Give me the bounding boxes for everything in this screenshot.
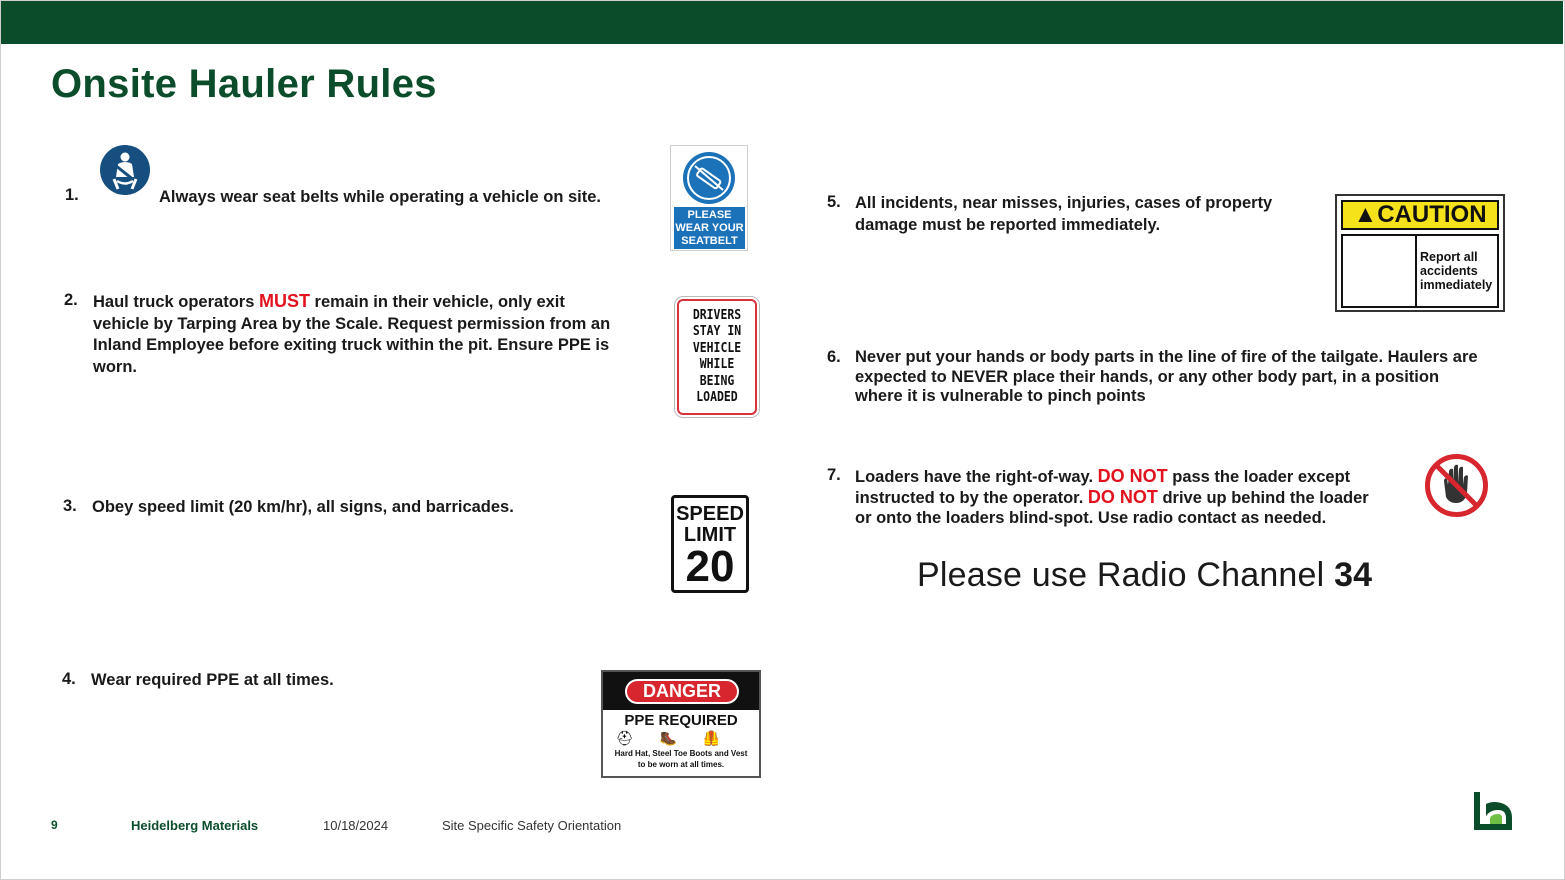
rule-7-do-not-1: DO NOT [1097, 466, 1168, 486]
rule-2-number: 2. [64, 291, 78, 309]
rule-7-do-not-2: DO NOT [1087, 487, 1158, 507]
rule-7-text [855, 466, 1369, 528]
rule-2-line-2: vehicle by Tarping Area by the Scale. Request permission from an [93, 314, 611, 333]
drivers-sign-line-3: VEHICLE [692, 339, 742, 356]
radio-text: Please use Radio Channel [917, 556, 1335, 594]
speed-sign-line-2: LIMIT [683, 524, 737, 546]
radio-channel-number: 34 [1334, 556, 1373, 594]
rule-3-number: 3. [63, 497, 77, 515]
speed-sign-line-1: SPEED [676, 503, 744, 525]
page-title: Onsite Hauler Rules [51, 62, 437, 106]
seatbelt-sign-line-1: PLEASE [687, 209, 732, 221]
speed-limit-sign [671, 495, 749, 593]
caution-line-3: immediately [1420, 278, 1493, 292]
danger-sign-sub: PPE REQUIRED [624, 712, 738, 729]
rule-3-text: Obey speed limit (20 km/hr), all signs, and barricades. [92, 498, 514, 516]
seatbelt-icon [100, 145, 150, 195]
danger-sign-head: DANGER [625, 679, 739, 704]
rule-6-text [855, 348, 1478, 407]
drivers-sign-line-4: WHILE [699, 356, 735, 373]
radio-channel-note [917, 556, 1372, 595]
rule-5-line-1: All incidents, near misses, injuries, cases of property [855, 194, 1273, 212]
rule-7-line-1b: pass the loader except [1167, 468, 1351, 486]
danger-sign-fine-2: to be worn at all times. [637, 760, 725, 769]
caution-sign-head: ▲CAUTION [1341, 200, 1499, 230]
no-hand-icon [1424, 453, 1489, 518]
rule-6-line-2: expected to NEVER place their hands, or any other body part, in a position [855, 367, 1440, 386]
caution-line-2: accidents [1420, 264, 1478, 278]
danger-ppe-sign [601, 670, 761, 778]
seatbelt-sign [670, 145, 748, 251]
rule-2-must: MUST [258, 291, 310, 311]
rule-4-text: Wear required PPE at all times. [91, 671, 334, 689]
danger-sign-fine-1: Hard Hat, Steel Toe Boots and Vest [614, 749, 748, 758]
seatbelt-sign-line-3: SEATBELT [681, 235, 738, 247]
rule-5-number: 5. [827, 193, 841, 211]
drivers-sign-line-5: BEING [699, 372, 735, 389]
rule-1-text: Always wear seat belts while operating a vehicle on site. [159, 188, 601, 206]
rule-5-text [855, 193, 1272, 236]
rule-5-line-2: damage must be reported immediately. [855, 215, 1161, 234]
drivers-sign-line-1: DRIVERS [692, 307, 742, 323]
rule-7-line-2a: instructed to by the operator. [855, 489, 1088, 507]
rule-6-line-1: Never put your hands or body parts in the line of fire of the tailgate. Haulers are [855, 348, 1478, 366]
speed-sign-value: 20 [685, 542, 735, 591]
header-bar [1, 1, 1563, 44]
page-number: 9 [51, 818, 58, 832]
drivers-sign-line-6: LOADED [696, 389, 738, 406]
footer-brand: Heidelberg Materials [131, 818, 259, 833]
rule-7-number: 7. [827, 466, 841, 484]
rule-7-line-1a: Loaders have the right-of-way. [855, 468, 1098, 486]
heidelberg-logo-icon [1472, 790, 1514, 832]
rule-2-line-4: worn. [93, 357, 137, 376]
rule-2-line-1b: remain in their vehicle, only exit [309, 293, 565, 311]
seatbelt-sign-icon [683, 152, 735, 204]
rule-7-line-3: or onto the loaders blind-spot. Use radio contact as needed. [855, 509, 1327, 527]
rule-2-text [93, 291, 610, 378]
rule-6-line-3: where it is vulnerable to pinch points [855, 387, 1146, 405]
seatbelt-sign-line-2: WEAR YOUR [675, 222, 744, 234]
caution-line-1: Report all [1420, 250, 1478, 264]
rule-2-line-3: Inland Employee before exiting truck within the pit. Ensure PPE is [93, 336, 610, 354]
footer-date: 10/18/2024 [323, 818, 389, 833]
drivers-stay-in-vehicle-sign [677, 299, 757, 415]
rule-2-line-1a: Haul truck operators [93, 293, 259, 311]
ppe-icons: ⛑🥾🦺 [615, 730, 747, 746]
warning-triangle-icon: ▲ [1353, 201, 1378, 228]
rule-1-number: 1. [65, 186, 79, 204]
drivers-sign-line-2: STAY IN [692, 323, 742, 340]
rule-6-number: 6. [827, 348, 841, 366]
rule-4-number: 4. [62, 670, 76, 688]
rule-7-line-2b: drive up behind the loader [1157, 489, 1369, 507]
footer-document-title: Site Specific Safety Orientation [442, 818, 622, 833]
caution-sign [1335, 194, 1505, 312]
